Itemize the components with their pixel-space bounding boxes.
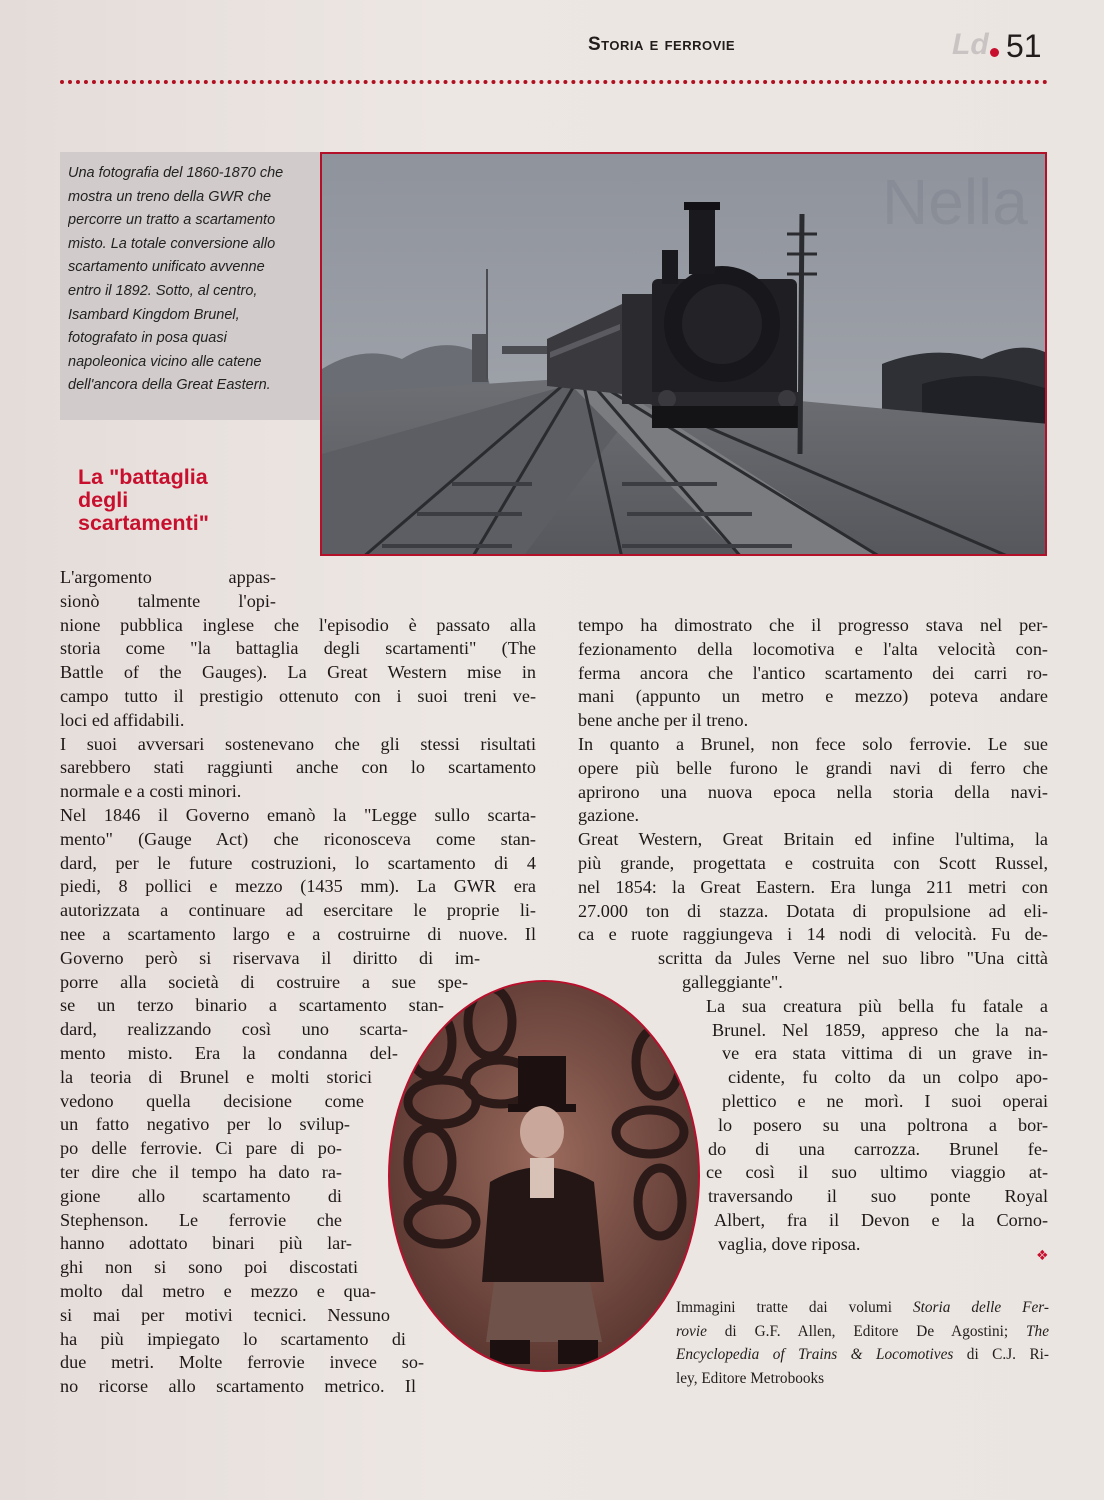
credit-text: di G.F. Allen, Editore De Agostini; [706,1322,1027,1340]
body-line: lo posero su una poltrona a bor- [718,1114,1048,1135]
credit-text: Immagini tratte dai volumi [676,1299,913,1316]
body-line: ter dire che il tempo ha dato ra- [60,1161,342,1182]
photo-caption [68,162,318,398]
body-line: no ricorse allo scartamento metrico. Il [60,1376,416,1397]
train-photo [320,152,1047,556]
body-line: piedi, 8 pollici e mezzo (1435 mm). La GWR era [60,876,536,897]
credit-title: The [1026,1322,1049,1340]
end-mark-icon: ❖ [1036,1248,1049,1264]
caption-line: entro il 1892. Sotto, al centro, [68,282,258,299]
body-line: dard, per le future costruzioni, lo scartamento di 4 [60,852,536,873]
body-line: ca e ruote raggiungeva i 14 nodi di velocità. Fu de- [578,924,1048,945]
body-line: do di una carrozza. Brunel fe- [708,1138,1048,1159]
body-line: nel 1854: la Great Eastern. Era lunga 211 metri con [578,876,1048,897]
credit-line [676,1343,1049,1367]
body-line: sionò talmente l'opi- [60,590,276,611]
body-line: un fatto negativo per lo svilup- [60,1114,350,1135]
magazine-logo: Ld [952,28,989,61]
body-line: loci ed affidabili. [60,709,185,730]
credit-title: rovie [676,1322,707,1340]
body-line: La sua creatura più bella fu fatale a [706,995,1048,1016]
body-line: aprirono una nuova epoca nella storia della navi- [578,781,1048,802]
body-line: I suoi avversari sostenevano che gli stessi risultati [60,733,536,754]
caption-line: misto. La totale conversione allo [68,235,276,252]
body-line: storia come "la battaglia degli scartamenti" (The [60,638,536,659]
credit-line [676,1320,1049,1344]
body-line: traversando il suo ponte Royal [708,1186,1048,1207]
body-line: gazione. [578,805,640,826]
body-line: dard, realizzando così uno scarta- [60,1019,408,1040]
body-line: gione allo scartamento di [60,1185,342,1206]
body-line: bene anche per il treno. [578,710,749,731]
caption-line: fotografato in posa quasi [68,330,227,347]
body-line: L'argomento appas- [60,567,276,587]
body-line: la teoria di Brunel e molti storici [60,1066,372,1087]
credit-line [676,1367,1049,1391]
caption-line: percorre un tratto a scartamento [68,212,276,229]
subheading-line: scartamenti" [78,512,209,535]
body-line: opere più belle furono le grandi navi di ferro che [578,757,1048,778]
image-credits [676,1296,1049,1390]
caption-line: scartamento unificato avvenne [68,259,265,276]
body-line: Nel 1846 il Governo emanò la "Legge sullo scarta- [60,804,536,825]
credit-title: Encyclopedia of Trains & Locomotives [676,1346,954,1364]
caption-line: Una fotografia del 1860-1870 che [68,165,284,181]
body-line: vaglia, dove riposa. [718,1233,861,1254]
header-dotted-rule [60,80,1048,84]
body-line: Stephenson. Le ferrovie che [60,1209,342,1230]
body-line: mani (appunto un metro e mezzo) poteva andare [578,686,1048,707]
body-line: Great Western, Great Britain ed infine l'ultima, la [578,829,1048,850]
header-bullet [990,48,999,57]
body-line: fezionamento della locomotiva e l'alta velocità con- [578,638,1048,659]
subheading-line: La "battaglia [78,466,208,489]
body-line: scritta da Jules Verne nel suo libro "Una città [658,948,1048,969]
brunel-portrait-illustration [390,982,700,1372]
body-line: nee a scartamento largo e a costruirne di nuove. Il [60,923,536,944]
body-line: po delle ferrovie. Ci pare di po- [60,1138,342,1159]
body-line: plettico e ne morì. I suoi operai [722,1090,1048,1111]
body-line: ha più impiegato lo scartamento di [60,1328,406,1349]
body-line: galleggiante". [682,971,783,992]
body-line: ce così il suo ultimo viaggio at- [706,1162,1048,1183]
section-title: Storia e ferrovie [588,34,736,55]
body-line: tempo ha dimostrato che il progresso stava nel per- [578,615,1048,635]
body-line: sarebbero stati raggiunti anche con lo scartamento [60,757,536,778]
body-line: porre alla società di costruire a sue spe- [60,971,468,992]
train-photo-illustration [322,154,1047,556]
caption-line: mostra un treno della GWR che [68,188,272,205]
body-line: hanno adottato binari più lar- [60,1233,352,1254]
body-line: campo tutto il prestigio ottenuto con i suoi treni ve- [60,685,536,706]
body-line: più grande, progettata e costruita con Scott Russel, [578,852,1048,873]
body-line: mento" (Gauge Act) che riconosceva come stan- [60,828,536,849]
credit-line [676,1296,1049,1320]
brunel-portrait [388,980,700,1372]
credit-title: Storia delle Fer- [912,1299,1049,1316]
body-line: 27.000 ton di stazza. Dotata di propulsione ad eli- [578,900,1048,921]
body-line: molto dal metro e mezzo e qua- [60,1280,376,1301]
body-line: In quanto a Brunel, non fece solo ferrovie. Le sue [578,733,1048,754]
svg-text:Nella: Nella [882,166,1028,238]
body-line: si mai per motivi tecnici. Nessuno [60,1304,390,1325]
body-line: cidente, fu colto da un colpo apo- [728,1067,1048,1088]
subheading-line: degli [78,489,129,512]
body-line: nione pubblica inglese che l'episodio è passato alla [60,614,536,635]
body-line: se un terzo binario a scartamento stan- [60,995,444,1016]
body-line: autorizzata a continuare ad esercitare le proprie li- [60,900,536,921]
body-line: vedono quella decisione come [60,1090,364,1111]
caption-line: dell'ancora della Great Eastern. [68,377,271,394]
page-number: 51 [1006,28,1042,64]
body-line: ghi non si sono poi discostati [60,1257,358,1278]
body-line: Albert, fra il Devon e la Corno- [714,1209,1048,1230]
body-line: normale e a costi minori. [60,781,242,802]
body-line: due metri. Molte ferrovie invece so- [60,1352,424,1373]
body-line: Governo però si riservava il diritto di im- [60,947,480,968]
credit-text: di C.J. Ri- [953,1346,1049,1364]
body-line: Battle of the Gauges). La Great Western mise in [60,662,536,683]
caption-line: Isambard Kingdom Brunel, [68,306,240,323]
body-line: ve era stata vittima di un grave in- [722,1043,1048,1064]
body-line: ferma ancora che l'antico scartamento dei carri ro- [578,662,1048,683]
credit-text: ley, Editore Metrobooks [676,1369,825,1387]
caption-line: napoleonica vicino alle catene [68,353,262,370]
body-line: Brunel. Nel 1859, appreso che la na- [712,1019,1048,1040]
subheading [78,466,268,535]
body-line: mento misto. Era la condanna del- [60,1042,398,1063]
